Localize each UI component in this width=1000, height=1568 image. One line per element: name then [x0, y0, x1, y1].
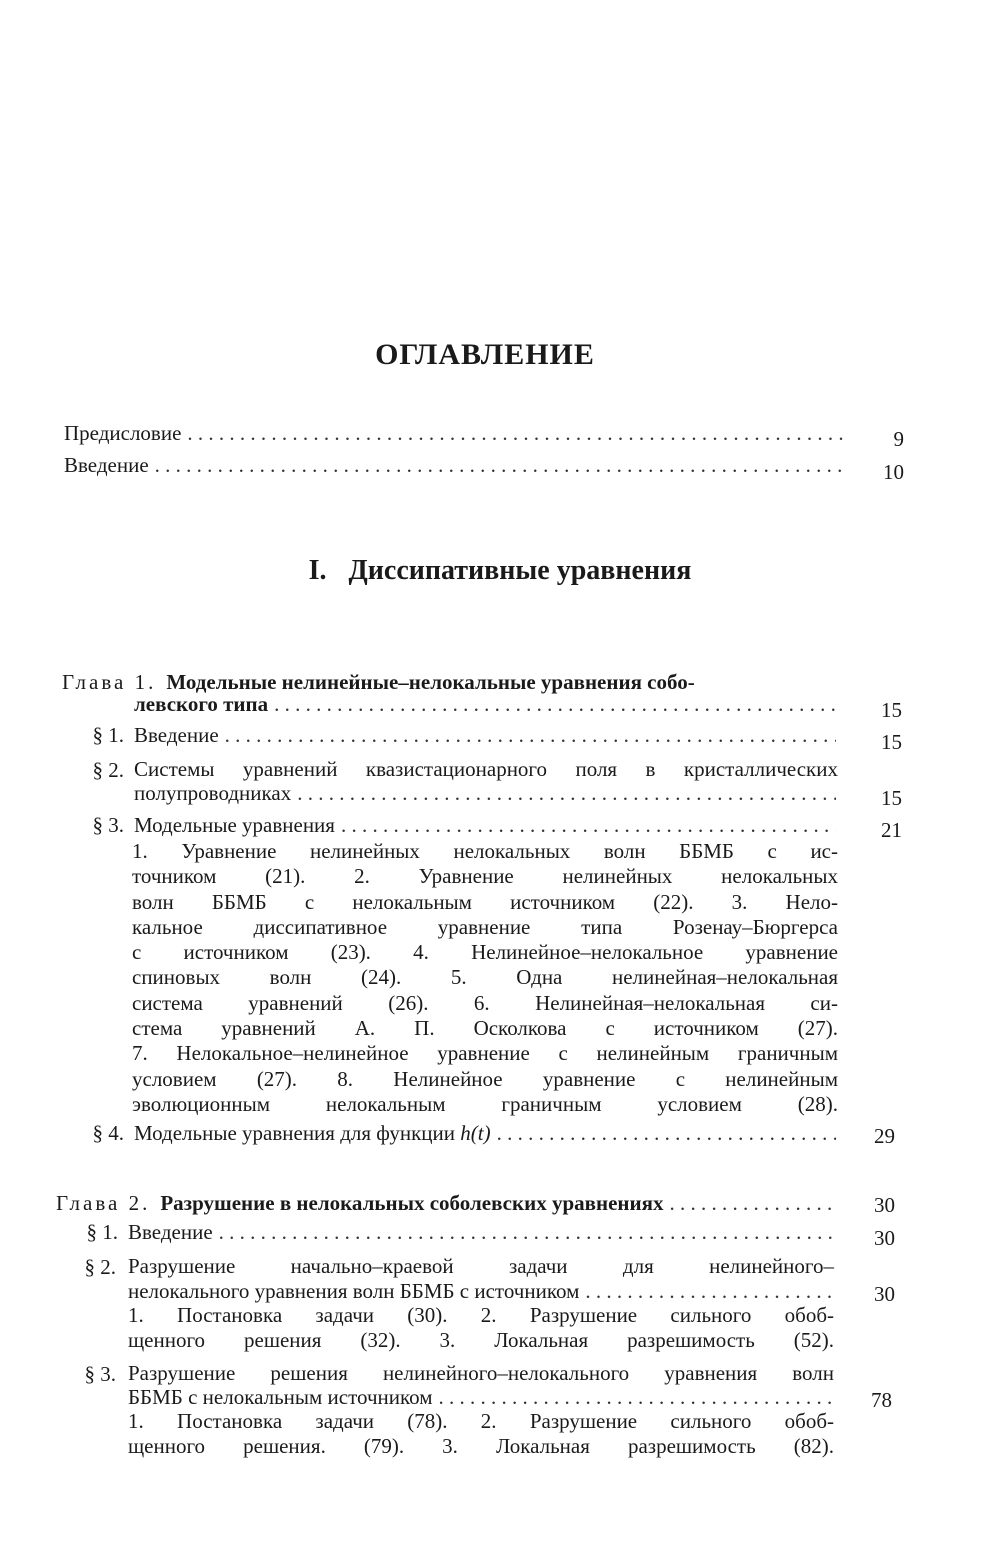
chapter-title-line1: Модельные нелинейные–нелокальные уравнения собо- — [166, 670, 695, 694]
page-number: 9 — [893, 427, 904, 451]
section-number: § 2. — [84, 1255, 116, 1279]
leader-dots — [155, 452, 843, 478]
leader-dots — [497, 1120, 836, 1146]
page-number: 10 — [883, 460, 904, 484]
toc-entry-ch2-s3-cont — [128, 1384, 842, 1410]
entry-line: Разрушение решения нелинейного–нелокального уравнения волн — [128, 1361, 834, 1385]
chapter-1-heading-cont — [134, 691, 842, 717]
entry-line: Разрушение начально–краевой задачи для нелинейного– — [128, 1254, 834, 1278]
subsection-line: 7. Нелокальное–нелинейное уравнение с нелинейным граничным — [132, 1041, 838, 1066]
subsection-line: спиновых волн (24). 5. Одна нелинейная–нелокальная — [132, 965, 838, 990]
subsection-line: кальное диссипативное уравнение типа Розенау–Бюргерса — [132, 914, 838, 939]
chapter-title-line2: левского типа — [134, 692, 269, 716]
toc-entry-ch2-s1[interactable] — [128, 1219, 842, 1245]
leader-dots — [225, 722, 836, 748]
entry-label: Введение — [64, 453, 149, 477]
subsection-list — [128, 1303, 834, 1354]
toc-entry-ch2-s3[interactable] — [128, 1361, 834, 1386]
subsection-line: 1. Постановка задачи (30). 2. Разрушение сильного обоб- — [128, 1303, 834, 1327]
entry-label: Предисловие — [64, 421, 182, 445]
page-number: 15 — [881, 786, 902, 810]
part-heading — [0, 555, 1000, 587]
function-symbol: h(t) — [460, 1121, 491, 1145]
section-number: § 3. — [84, 1362, 116, 1386]
toc-entry-ch1-s2[interactable] — [134, 757, 838, 782]
subsection-line: 1. Постановка задачи (78). 2. Разрушение сильного обоб- — [128, 1409, 834, 1433]
subsection-line: щенного решения. (79). 3. Локальная разрешимость (82). — [128, 1434, 834, 1459]
page-title: ОГЛАВЛЕНИЕ — [375, 338, 595, 371]
subsection-list — [128, 1409, 834, 1460]
page-number: 21 — [881, 818, 902, 842]
page-number: 30 — [874, 1226, 895, 1250]
subsection-line: волн ББМБ с нелокальным источником (22). 3. Нело- — [132, 889, 838, 914]
toc-entry-preface[interactable] — [64, 420, 849, 446]
page-number: 15 — [881, 698, 902, 722]
subsection-line: 1. Уравнение нелинейных нелокальных волн ББМБ с ис- — [132, 839, 838, 863]
entry-line: Системы уравнений квазистационарного поля в кристаллических — [134, 757, 838, 781]
toc-entry-ch1-s1[interactable] — [134, 722, 842, 748]
toc-entry-introduction[interactable] — [64, 452, 849, 478]
subsection-line: с источником (23). 4. Нелинейное–нелокальное уравнение — [132, 940, 838, 965]
page-number: 29 — [874, 1124, 895, 1148]
entry-label: Модельные уравнения для функции — [134, 1121, 456, 1145]
leader-dots — [297, 780, 836, 806]
subsection-line: стема уравнений А. П. Осколкова с источником (27). — [132, 1016, 838, 1041]
subsection-line: точником (21). 2. Уравнение нелинейных нелокальных — [132, 864, 838, 889]
entry-label: полупроводниках — [134, 781, 292, 805]
subsection-line: условием (27). 8. Нелинейное уравнение с нелинейным — [132, 1066, 838, 1091]
chapter-2-heading[interactable] — [56, 1190, 842, 1216]
leader-dots — [341, 812, 836, 838]
part-number: I. — [308, 555, 327, 586]
leader-dots — [219, 1219, 836, 1245]
leader-dots — [669, 1190, 836, 1216]
entry-label: ББМБ с нелокальным источником — [128, 1385, 433, 1409]
leader-dots — [439, 1384, 836, 1410]
entry-label: Введение — [128, 1220, 213, 1244]
entry-label: нелокального уравнения волн ББМБ с источником — [128, 1279, 580, 1303]
toc-entry-ch2-s2-cont — [128, 1278, 842, 1304]
subsection-list — [132, 839, 838, 1117]
chapter-label: Глава 1. — [62, 670, 157, 694]
leader-dots — [585, 1278, 836, 1304]
chapter-title: Разрушение в нелокальных соболевских уравнениях — [160, 1191, 664, 1215]
toc-entry-ch1-s4[interactable] — [134, 1120, 842, 1146]
entry-label: Модельные уравнения — [134, 813, 335, 837]
page-number: 78 — [871, 1388, 892, 1412]
part-title: Диссипативные уравнения — [348, 555, 692, 586]
page-number: 30 — [874, 1193, 895, 1217]
subsection-line: система уравнений (26). 6. Нелинейная–нелокальная си- — [132, 990, 838, 1015]
section-number: § 1. — [86, 1220, 118, 1244]
section-number: § 1. — [92, 723, 124, 747]
section-number: § 4. — [92, 1121, 124, 1145]
toc-entry-ch1-s2-cont — [134, 780, 842, 806]
section-number: § 2. — [92, 758, 124, 782]
leader-dots — [274, 691, 836, 717]
subsection-line: эволюционным нелокальным граничным условием (28). — [132, 1091, 838, 1116]
toc-entry-ch1-s3[interactable] — [134, 812, 842, 838]
entry-label: Введение — [134, 723, 219, 747]
section-number: § 3. — [92, 813, 124, 837]
subsection-line: щенного решения (32). 3. Локальная разрешимость (52). — [128, 1328, 834, 1353]
leader-dots — [187, 420, 843, 446]
chapter-label: Глава 2. — [56, 1191, 151, 1215]
page-number: 30 — [874, 1282, 895, 1306]
page-number: 15 — [881, 730, 902, 754]
toc-entry-ch2-s2[interactable] — [128, 1254, 834, 1279]
